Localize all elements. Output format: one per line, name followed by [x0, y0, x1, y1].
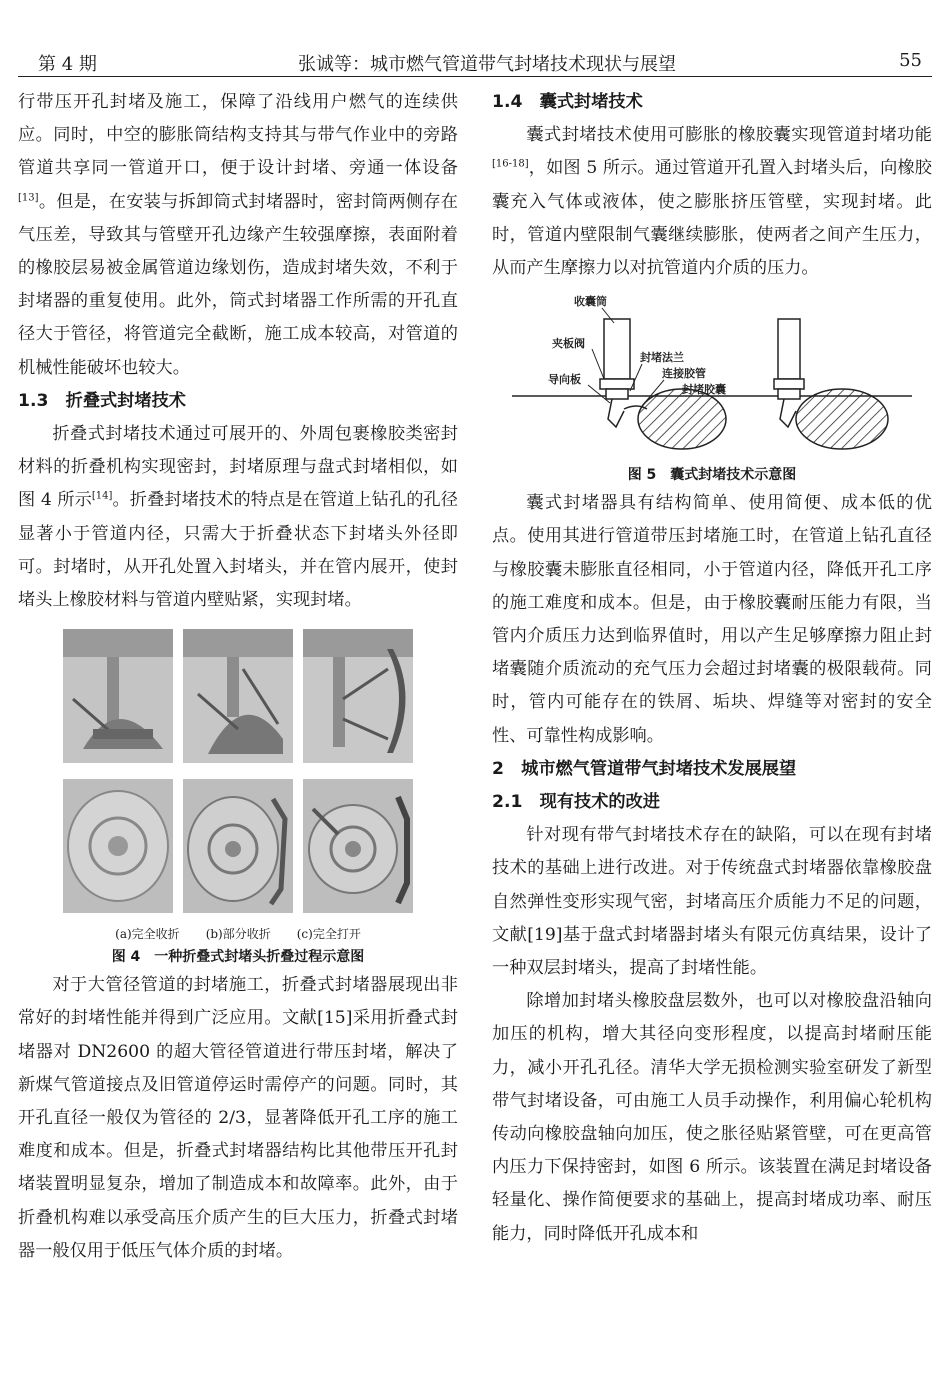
citation: [16-18]	[492, 158, 529, 170]
figure-4-panel-a-front	[63, 779, 173, 913]
label-clamp-valve: 夹板阀	[552, 337, 585, 351]
paragraph: 囊式封堵器具有结构简单、使用简便、成本低的优点。使用其进行管道带压封堵施工时，在管道上钻孔直径与橡胶囊未膨胀直径相同，小于管道内径，降低开孔工序的施工难度和成本。但是，由于橡胶囊耐压能力有限，当管内介质压力达到临界值时，用以产生足够摩擦力阻止封堵囊随介质流动的充气压力会超过封堵囊的极限载荷。同时，管内可能存在的铁屑、垢块、焊缝等对密封的安全性、可靠性构成影响。	[492, 493, 932, 746]
plugging-bladder-left	[638, 389, 726, 449]
figure-4-caption: 图 4 一种折叠式封堵头折叠过程示意图	[111, 949, 365, 966]
figure-4-panel-c-front	[303, 779, 413, 913]
guide-plate	[608, 399, 624, 427]
label-plugging-bladder: 封堵胶囊	[682, 383, 726, 397]
figure-4-panel-b-front	[183, 779, 293, 913]
page-number: 55	[899, 50, 922, 71]
label-bag-retrieval-tube: 收囊筒	[574, 295, 607, 309]
label-connecting-hose: 连接胶管	[662, 367, 706, 381]
issue-number: 第 4 期	[38, 54, 97, 75]
paragraph: 囊式封堵技术使用可膨胀的橡胶囊实现管道封堵功能[16-18]，如图 5 所示。通过管道开孔置入封堵头后，向橡胶囊充入气体或液体，使之膨胀挤压管壁，实现封堵。此时，管道内壁限制气囊继续膨胀，使两者之间产生压力，从而产生摩擦力以对抗管道内介质的压力。	[492, 125, 932, 279]
section-heading-2: 2 城市燃气管道带气封堵技术发展展望	[492, 758, 797, 779]
running-header	[18, 46, 932, 77]
label-guide-plate: 导向板	[548, 373, 581, 387]
subcaption-c: (c)完全打开	[296, 927, 361, 942]
running-title: 张诚等：城市燃气管道带气封堵技术现状与展望	[298, 54, 676, 75]
section-heading-1-3: 1.3 折叠式封堵技术	[18, 390, 186, 411]
paragraph: 除增加封堵头橡胶盘层数外，也可以对橡胶盘沿轴向加压的机构，增大其径向变形程度，以提高封堵耐压能力，减小开孔孔径。清华大学无损检测实验室研发了新型带气封堵设备，可由施工人员手动操作，利用偏心轮机构传动向橡胶盘轴向加压，使之胀径贴紧管壁，可在更高管内压力下保持密封，如图 6 所示。该装置在满足封堵设备轻量化、操作简便要求的基础上，提高封堵成功率、耐压能力，同时降低开孔成本和	[492, 991, 932, 1244]
figure-5	[512, 291, 912, 461]
bag-retrieval-tube	[604, 319, 630, 379]
figure-4-panel-a-side	[63, 629, 173, 763]
bag-retrieval-tube-right	[778, 319, 800, 379]
label-plugging-flange: 封堵法兰	[640, 351, 684, 365]
citation: [13]	[18, 191, 39, 203]
figure-5-caption: 图 5 囊式封堵技术示意图	[627, 467, 797, 484]
paragraph: 针对现有带气封堵技术存在的缺陷，可以在现有封堵技术的基础上进行改进。对于传统盘式封堵器依靠橡胶盘自然弹性变形实现气密，封堵高压介质能力不足的问题，文献[19]基于盘式封堵器封堵头有限元仿真结果，设计了一种双层封堵头，提高了封堵性能。	[492, 825, 932, 979]
citation: [14]	[91, 490, 113, 502]
left-column	[18, 86, 458, 1268]
paragraph: 行带压开孔封堵及施工，保障了沿线用户燃气的连续供应。同时，中空的膨胀筒结构支持其与带气作业中的旁路管道共享同一管道开口，便于设计封堵、旁通一体设备[13]。但是，在安装与拆卸筒式封堵器时，密封筒两侧存在气压差，导致其与管壁开孔边缘产生较强摩擦，表面附着的橡胶层易被金属管道边缘划伤，造成封堵失效，不利于封堵器的重复使用。此外，筒式封堵器工作所需的开孔直径大于管径，将管道完全截断，施工成本较高，对管道的机械性能破坏也较大。	[18, 92, 458, 378]
section-heading-1-4: 1.4 囊式封堵技术	[492, 92, 643, 112]
figure-4-subcaptions	[18, 923, 458, 945]
section-heading-2-1: 2.1 现有技术的改进	[492, 792, 660, 813]
clamp-valve	[600, 379, 634, 389]
right-column	[492, 86, 932, 1251]
paragraph: 对于大管径管道的封堵施工，折叠式封堵器展现出非常好的封堵性能并得到广泛应用。文献[15]采用折叠式封堵器对 DN2600 的超大管径管道进行带压封堵，解决了新煤气管道接点及旧管道停运时需停产的问题。同时，其开孔直径一般仅为管径的 2/3，显著降低开孔工序的施工难度和成本。但是，折叠式封堵器结构比其他带压开孔封堵装置明显复杂，增加了制造成本和故障率。此外，由于折叠机构难以承受高压介质产生的巨大压力，折叠式封堵器一般仅用于低压气体介质的封堵。	[18, 975, 458, 1261]
figure-4-panel-b-side	[183, 629, 293, 763]
figure-4-panel-c-side	[303, 629, 413, 763]
subcaption-a: (a)完全收折	[115, 927, 180, 942]
paragraph: 折叠式封堵技术通过可展开的、外周包裹橡胶类密封材料的折叠机构实现密封，封堵原理与盘式封堵相似，如图 4 所示[14]。折叠封堵技术的特点是在管道上钻孔的孔径显著小于管道内径，只需大于折叠状态下封堵头外径即可。封堵时，从开孔处置入封堵头，并在管内展开，使封堵头上橡胶材料与管道内壁贴紧，实现封堵。	[18, 424, 458, 611]
figure-4	[63, 629, 413, 919]
subcaption-b: (b)部分收折	[205, 927, 271, 942]
plugging-bladder-right	[796, 389, 888, 449]
plugging-flange	[606, 389, 628, 399]
